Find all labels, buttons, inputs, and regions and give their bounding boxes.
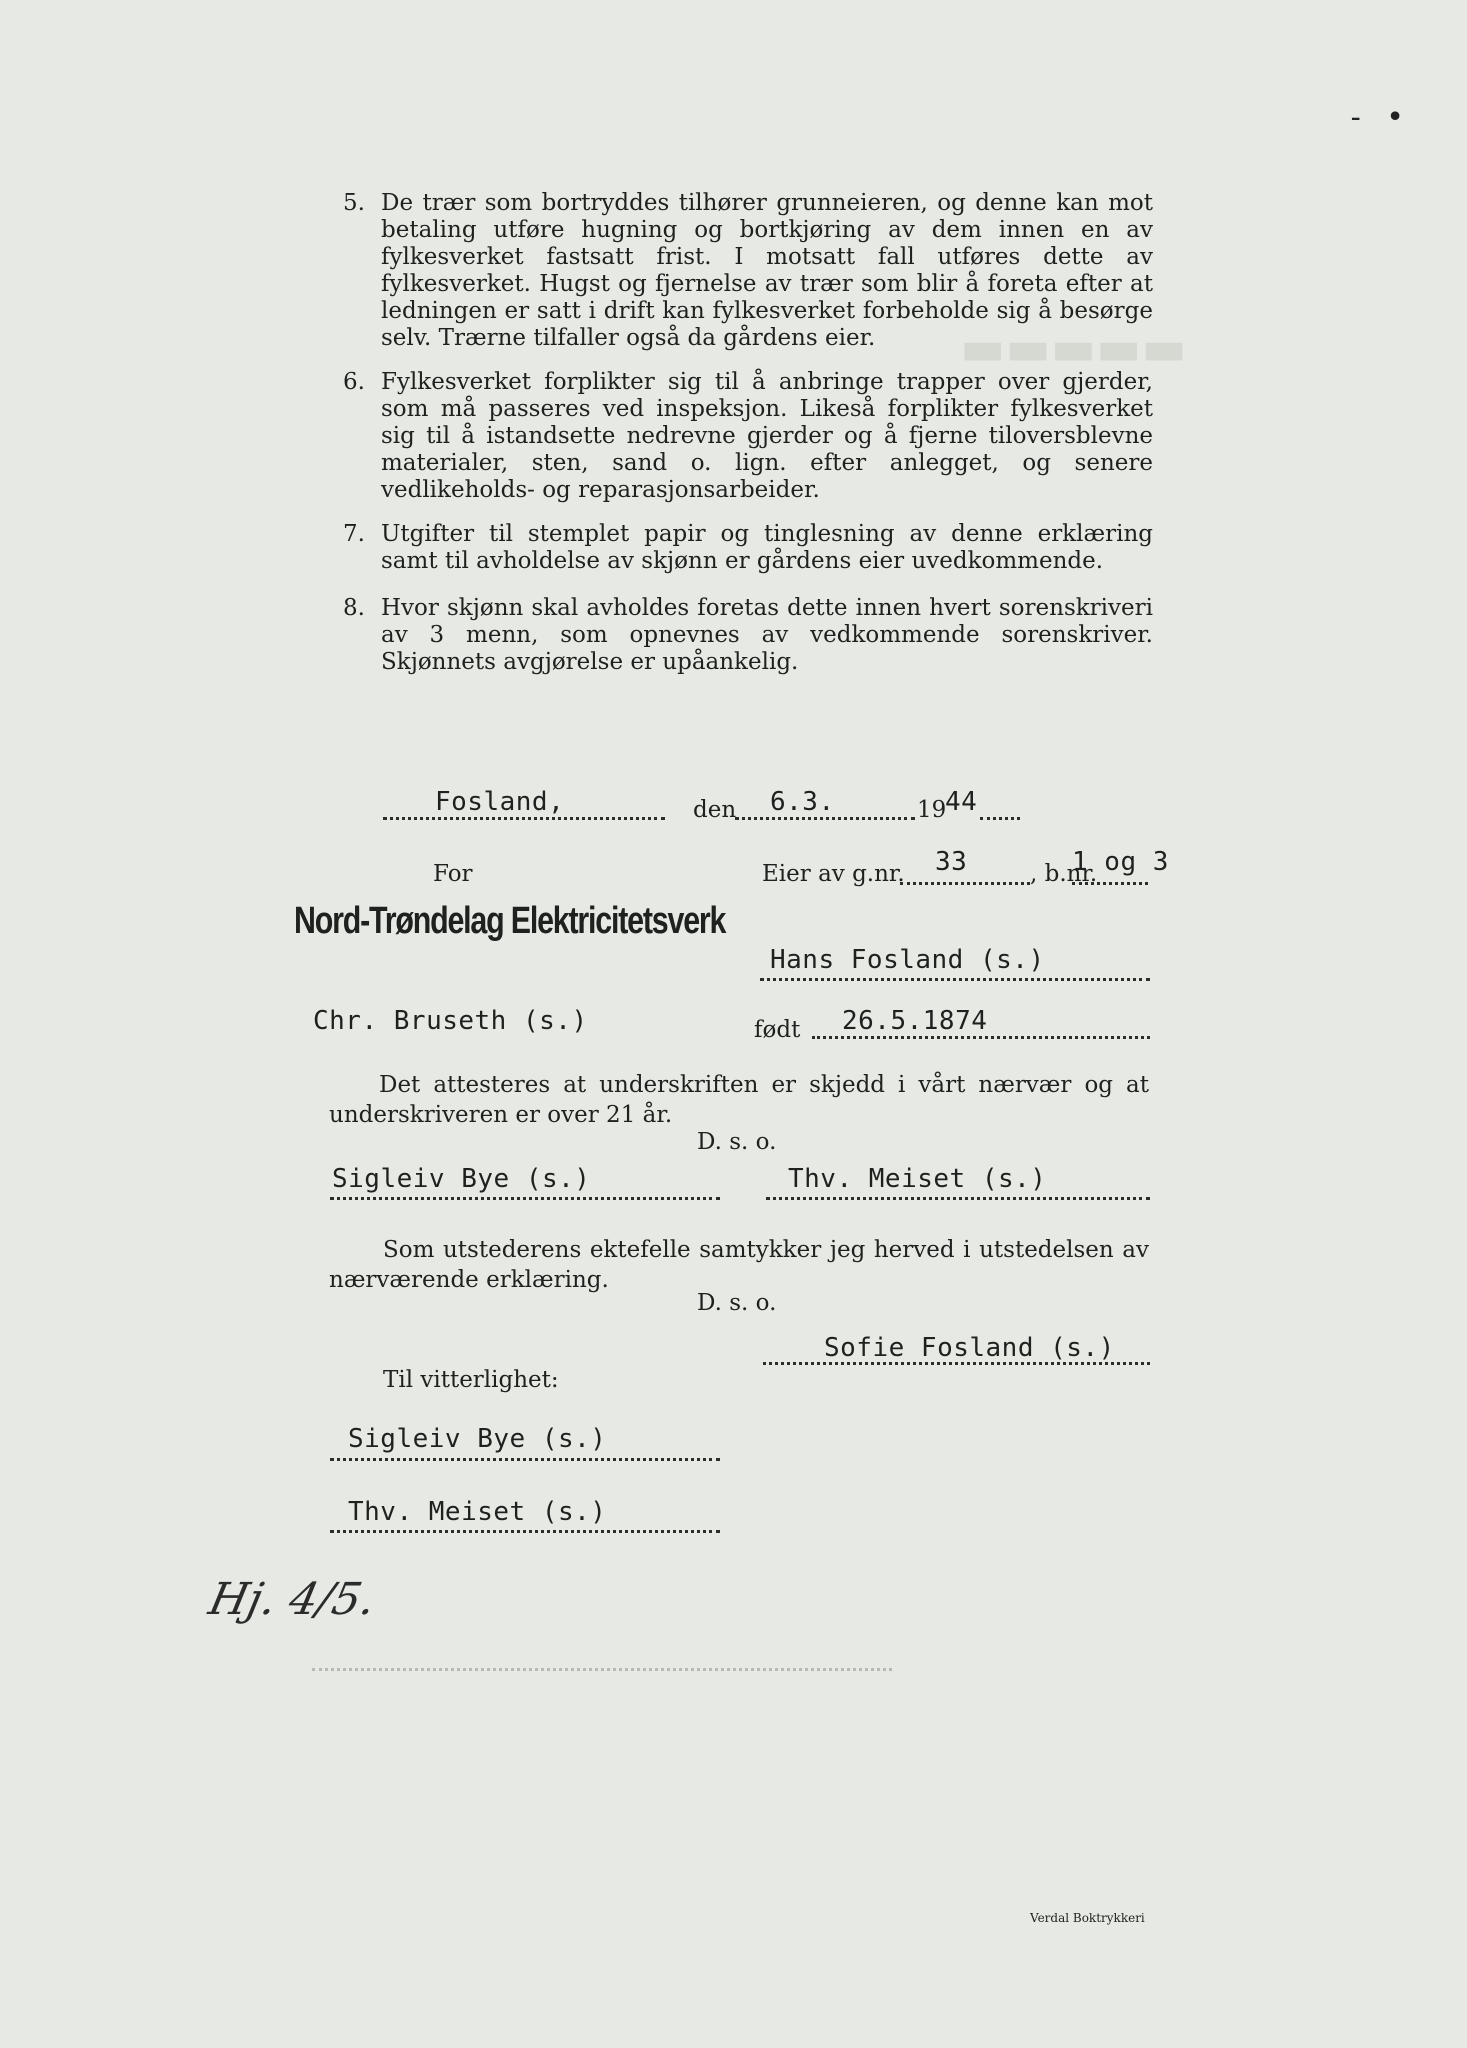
bnr-dots [1072, 882, 1148, 885]
bnr-value: 1 og 3 [1072, 847, 1169, 877]
owner-signature-dots [760, 978, 1150, 981]
clause-number: 5. [343, 190, 365, 216]
clause-text: De trær som bortryddes tilhører grunneieren, og denne kan mot betaling utføre hugning og bortkjøring av dem innen en av fylkesverket fastsatt frist. I motsatt fall utføres dette av fylkesverket. Hugst og fjernelse av trær som blir å foreta efter at ledningen er satt i drift kan fylkesverket forbeholde sig å besørge selv. Trærne tilfaller også da gårdens eier. [381, 190, 1153, 351]
company-stamp: Nord-Trøndelag Elektricitetsverk [294, 900, 726, 942]
date-dots [735, 817, 915, 820]
clause-text: Fylkesverket forplikter sig til å anbringe trapper over gjerder, som må passeres ved inspeksjon. Likeså forplikter fylkesverket sig til å istandsette nedrevne gjerder og å fjerne tiloversblevne materialer, sten, sand o. lign. efter anlegget, og senere vedlikeholds- og reparasjonsarbeider. [381, 369, 1153, 503]
gnr-value: 33 [935, 847, 968, 877]
year-prefix: 19 [917, 797, 947, 823]
vitterlighet-label: Til vitterlighet: [383, 1367, 559, 1393]
den-label: den [693, 797, 737, 823]
born-dots [812, 1036, 1150, 1039]
owner-signature: Hans Fosland (s.) [770, 945, 1045, 975]
spouse-signature: Sofie Fosland (s.) [824, 1333, 1115, 1363]
corner-mark: - • [1350, 100, 1412, 135]
clause-7 [343, 521, 1153, 575]
bleed-through-line [312, 1668, 892, 1671]
handwritten-note: Hj. 4/5. [204, 1574, 381, 1625]
witness2-dots-a [766, 1197, 1150, 1200]
bnr-label: , b.nr. [1030, 861, 1098, 887]
dso-label-2: D. s. o. [697, 1290, 777, 1316]
witness1-signature-a: Sigleiv Bye (s.) [332, 1164, 591, 1194]
witness1-dots-a [330, 1197, 720, 1200]
attest-text: Det attesteres at underskriften er skjedd i vårt nærvær og at underskriveren er over 21 år. [329, 1072, 1149, 1128]
clause-number: 7. [343, 521, 365, 547]
witness2-signature-a: Thv. Meiset (s.) [788, 1164, 1047, 1194]
company-signature: Chr. Bruseth (s.) [313, 1006, 588, 1036]
born-label: født [754, 1017, 801, 1043]
for-label: For [433, 861, 473, 887]
clause-number: 6. [343, 369, 365, 395]
printer-imprint: Verdal Boktrykkeri [1030, 1911, 1145, 1925]
bleed-through-mark: ▬▬▬▬▬ [960, 320, 1187, 376]
clause-8 [343, 595, 1153, 676]
owner-label: Eier av g.nr. [762, 861, 905, 887]
place-dots [383, 817, 665, 820]
clause-6 [343, 369, 1153, 504]
clause-text: Utgifter til stemplet papir og tinglesning av denne erklæring samt til avholdelse av skjønn er gårdens eier uvedkommende. [381, 521, 1153, 574]
witness1-dots-b [330, 1458, 720, 1461]
dso-label-1: D. s. o. [697, 1129, 777, 1155]
date-value: 6.3. [770, 787, 835, 817]
witness1-signature-b: Sigleiv Bye (s.) [348, 1424, 607, 1454]
year-dots [980, 817, 1020, 820]
clause-number: 8. [343, 595, 365, 621]
place-value: Fosland, [435, 787, 565, 817]
born-date: 26.5.1874 [842, 1006, 988, 1036]
spouse-consent-text: Som utstederens ektefelle samtykker jeg herved i utstedelsen av nærværende erklæring. [329, 1237, 1149, 1293]
witness2-signature-b: Thv. Meiset (s.) [348, 1497, 607, 1527]
clause-5 [343, 190, 1153, 352]
year-suffix: 44 [945, 787, 978, 817]
clause-text: Hvor skjønn skal avholdes foretas dette innen hvert sorenskriveri av 3 menn, som opnevnes av vedkommende sorenskriver. Skjønnets avgjørelse er upåankelig. [381, 595, 1153, 675]
witness2-dots-b [330, 1530, 720, 1533]
gnr-dots [900, 882, 1030, 885]
